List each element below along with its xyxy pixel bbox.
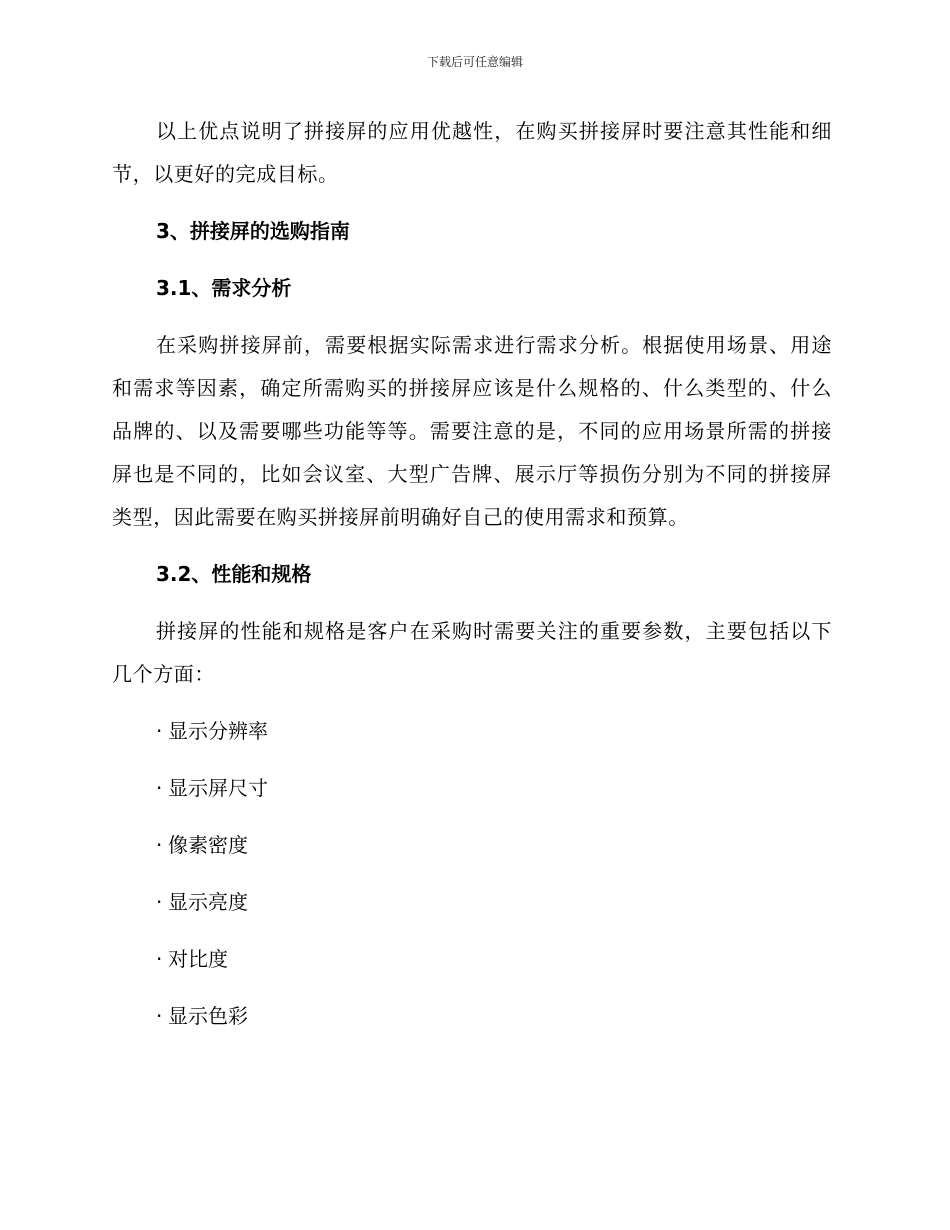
list-item-label: 显示屏尺寸 bbox=[168, 776, 268, 800]
needs-analysis-paragraph: 在采购拼接屏前，需要根据实际需求进行需求分析。根据使用场景、用途和需求等因素，确定所需购买的拼接屏应该是什么规格的、什么类型的、什么品牌的、以及需要哪些功能等等。需要注意的是，不同的应用场景所需的拼接屏也是不同的，比如会议室、大型广告牌、展示厅等损伤分别为不同的拼接屏类型，因此需要在购买拼接屏前明确好自己的使用需求和预算。 bbox=[112, 333, 832, 529]
bullet-marker: · bbox=[156, 776, 163, 800]
list-item-color bbox=[156, 995, 832, 1038]
bullet-marker: · bbox=[156, 833, 163, 857]
bullet-marker: · bbox=[156, 1004, 163, 1028]
list-item-pixel-density bbox=[156, 824, 832, 867]
list-item-label: 显示亮度 bbox=[168, 890, 248, 914]
bullet-marker: · bbox=[156, 890, 163, 914]
list-item-screen-size bbox=[156, 767, 832, 810]
intro-paragraph: 以上优点说明了拼接屏的应用优越性，在购买拼接屏时要注意其性能和细节，以更好的完成目标。 bbox=[112, 119, 832, 186]
list-item-label: 像素密度 bbox=[168, 833, 248, 857]
document-body bbox=[112, 110, 832, 1052]
list-item-resolution bbox=[156, 710, 832, 753]
bullet-marker: · bbox=[156, 947, 163, 971]
list-item-label: 显示分辨率 bbox=[168, 719, 268, 743]
bullet-marker: · bbox=[156, 719, 163, 743]
performance-paragraph: 拼接屏的性能和规格是客户在采购时需要关注的重要参数，主要包括以下几个方面： bbox=[112, 619, 832, 686]
section-heading-3-1: 3.1、需求分析 bbox=[156, 276, 292, 300]
section-heading-3-2: 3.2、性能和规格 bbox=[156, 562, 312, 586]
list-item-label: 显示色彩 bbox=[168, 1004, 248, 1028]
header-note: 下载后可任意编辑 bbox=[426, 55, 523, 69]
list-item-contrast bbox=[156, 938, 832, 981]
list-item-label: 对比度 bbox=[168, 947, 228, 971]
section-heading-3: 3、拼接屏的选购指南 bbox=[156, 219, 350, 243]
list-item-brightness bbox=[156, 881, 832, 924]
